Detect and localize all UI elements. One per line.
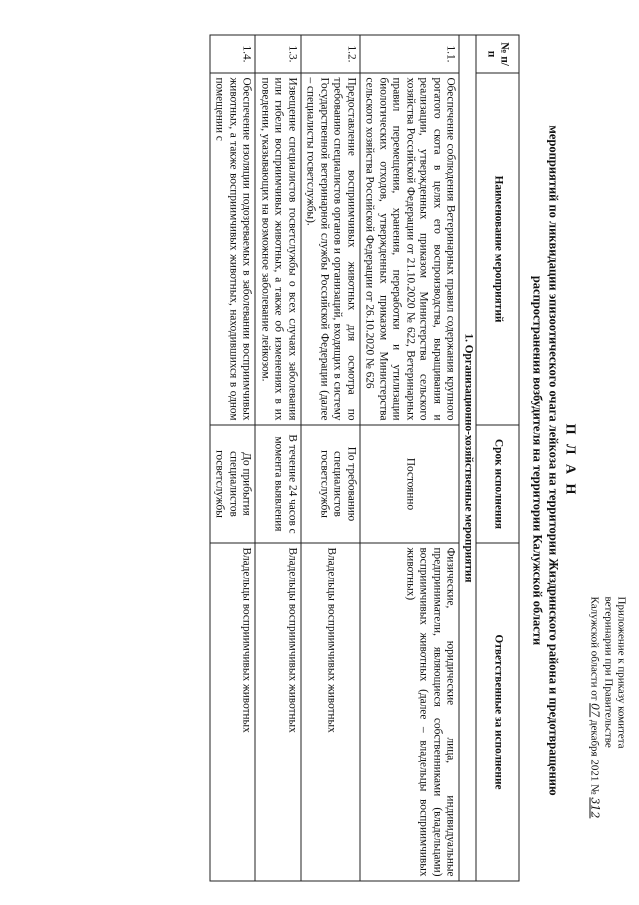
row-num: 1.1. (360, 35, 460, 73)
appendix-date-prefix: Калужской области от (588, 596, 600, 700)
appendix-number-handwritten: 312 (588, 796, 601, 818)
row-term: Постоянно (360, 425, 460, 543)
row-responsible: Владельцы восприимчивых животных (210, 543, 256, 881)
section-title: 1. Организационно-хозяйственные мероприятия (459, 35, 476, 881)
appendix-note (587, 596, 627, 896)
table-row (210, 35, 256, 881)
appendix-line-3 (587, 596, 601, 896)
row-name: Обеспечение соблюдения Ветеринарных правил содержания крупного рогатого скота в целях его воспроизводства, выращивания и реализации, утвержденных приказом Министерства сельского хозяйства Российской Федерации от 21.10.2020 № 622, Ветеринарных правил перемещения, хранения, переработки и утилизации биологических отходов, утвержденных приказом Министерства сельского хозяйства Российской Федерации от 26.10.2020 № 626 (360, 73, 460, 425)
row-num: 1.2. (301, 35, 360, 73)
header-name: Наименование мероприятий (476, 73, 519, 425)
row-responsible: Физические, юридические лица, индивидуальные предприниматели, являющиеся собственниками (владельцами) восприимчивых животных (далее – владельцы восприимчивых животных) (360, 543, 460, 881)
row-name: Предоставление восприимчивых животных для осмотра по требованию специалистов органов и организаций, входящих в систему Государственной ветеринарной службы Российской Федерации (далее – специалисты госветслужбы). (301, 73, 360, 425)
row-name: Обеспечение изоляции подозреваемых в заболевании восприимчивых животных, а также восприимчивых животных, находившихся в одном помещении с (210, 73, 256, 425)
appendix-date-middle: декабря 2021 № (588, 719, 600, 795)
row-term: По требованию специалистов госветслужбы (301, 425, 360, 543)
header-responsible: Ответственные за исполнение (476, 543, 519, 881)
header-term: Срок исполнения (476, 425, 519, 543)
row-name: Извещение специалистов госветслужбы о всех случаях заболевания или гибели восприимчивых животных, а также об изменениях в их поведении, указывающих на возможное заболевание лейкозом. (255, 73, 301, 425)
header-num: № п/п (476, 35, 519, 73)
row-responsible: Владельцы восприимчивых животных (301, 543, 360, 881)
table-row (255, 35, 301, 881)
row-responsible: Владельцы восприимчивых животных (255, 543, 301, 881)
row-term: До прибытия специалистов госветслужбы (210, 425, 256, 543)
table-row (301, 35, 360, 881)
appendix-line-1: Приложение к приказу комитета (615, 596, 627, 749)
row-term: В течение 24 часов с момента выявления (255, 425, 301, 543)
table-row (360, 35, 460, 881)
section-row (459, 35, 476, 881)
document-title (529, 80, 577, 840)
row-num: 1.4. (210, 35, 256, 73)
appendix-day-handwritten: 07 (588, 702, 601, 717)
title-line-2: распространения возбудителя на территории Калужской области (530, 275, 544, 645)
title-line-1: мероприятий по ликвидации эпизоотического очага лейкоза на территории Жиздринского района и предотвращению (546, 124, 560, 796)
appendix-line-2: ветеринарии при Правительстве (602, 596, 614, 748)
row-num: 1.3. (255, 35, 301, 73)
title-word: П Л А Н (562, 423, 577, 497)
table-header-row (476, 35, 519, 881)
plan-table (209, 34, 519, 881)
